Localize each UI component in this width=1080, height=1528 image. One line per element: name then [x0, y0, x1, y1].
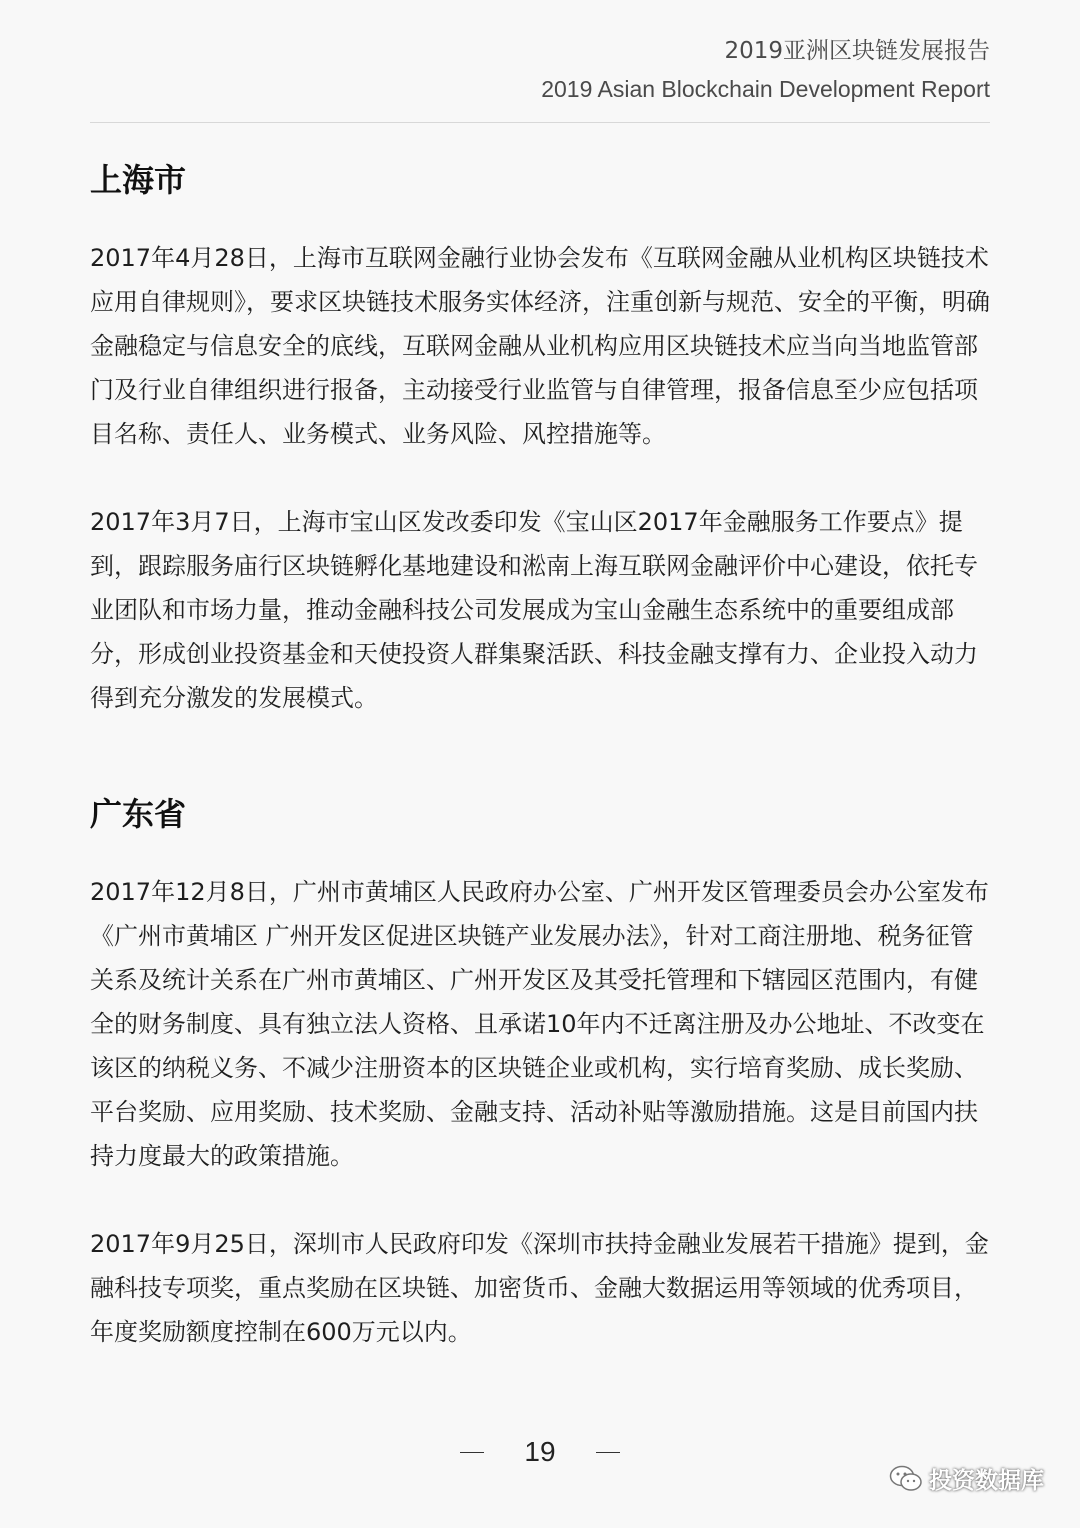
paragraph-guangdong-2: 2017年9月25日，深圳市人民政府印发《深圳市扶持金融业发展若干措施》提到，金融科技专项奖，重点奖励在区块链、加密货币、金融大数据运用等领域的优秀项目，年度奖励额度控制在600万元以内。 [90, 1230, 989, 1346]
report-title-en: 2019 Asian Blockchain Development Report [541, 76, 990, 102]
wechat-icon [889, 1464, 923, 1494]
section-heading-shanghai: 上海市 [90, 161, 187, 199]
report-title-zh: 2019亚洲区块链发展报告 [724, 38, 990, 64]
main-content [90, 150, 990, 1354]
page-number: 19 [524, 1436, 556, 1467]
brand-label: 投资数据库 [929, 1468, 1044, 1494]
footer-dash-right [596, 1452, 620, 1453]
footer-dash-left [460, 1452, 484, 1453]
section-heading-guangdong: 广东省 [90, 795, 187, 833]
paragraph-guangdong-1: 2017年12月8日，广州市黄埔区人民政府办公室、广州开发区管理委员会办公室发布《广州市黄埔区 广州开发区促进区块链产业发展办法》，针对工商注册地、税务征管关系及统计关系在广州市黄埔区、广州开发区及其受托管理和下辖园区范围内，有健全的财务制度、具有独立法人资格、且承诺10年内不迁离注册及办公地址、不改变在该区的纳税义务、不减少注册资本的区块链企业或机构，实行培育奖励、成长奖励、平台奖励、应用奖励、技术奖励、金融支持、活动补贴等激励措施。这是目前国内扶持力度最大的政策措施。 [90, 878, 989, 1170]
paragraph-shanghai-1: 2017年4月28日，上海市互联网金融行业协会发布《互联网金融从业机构区块链技术应用自律规则》，要求区块链技术服务实体经济，注重创新与规范、安全的平衡，明确金融稳定与信息安全的底线，互联网金融从业机构应用区块链技术应当向当地监管部门及行业自律组织进行报备，主动接受行业监管与自律管理，报备信息至少应包括项目名称、责任人、业务模式、业务风险、风控措施等。 [90, 244, 990, 448]
paragraph-shanghai-2: 2017年3月7日，上海市宝山区发改委印发《宝山区2017年金融服务工作要点》提到，跟踪服务庙行区块链孵化基地建设和淞南上海互联网金融评价中心建设，依托专业团队和市场力量，推动金融科技公司发展成为宝山金融生态系统中的重要组成部分，形成创业投资基金和天使投资人群集聚活跃、科技金融支撑有力、企业投入动力得到充分激发的发展模式。 [90, 508, 978, 712]
watermark-brand [889, 1462, 1044, 1495]
report-header [541, 34, 990, 104]
header-divider [90, 122, 990, 123]
